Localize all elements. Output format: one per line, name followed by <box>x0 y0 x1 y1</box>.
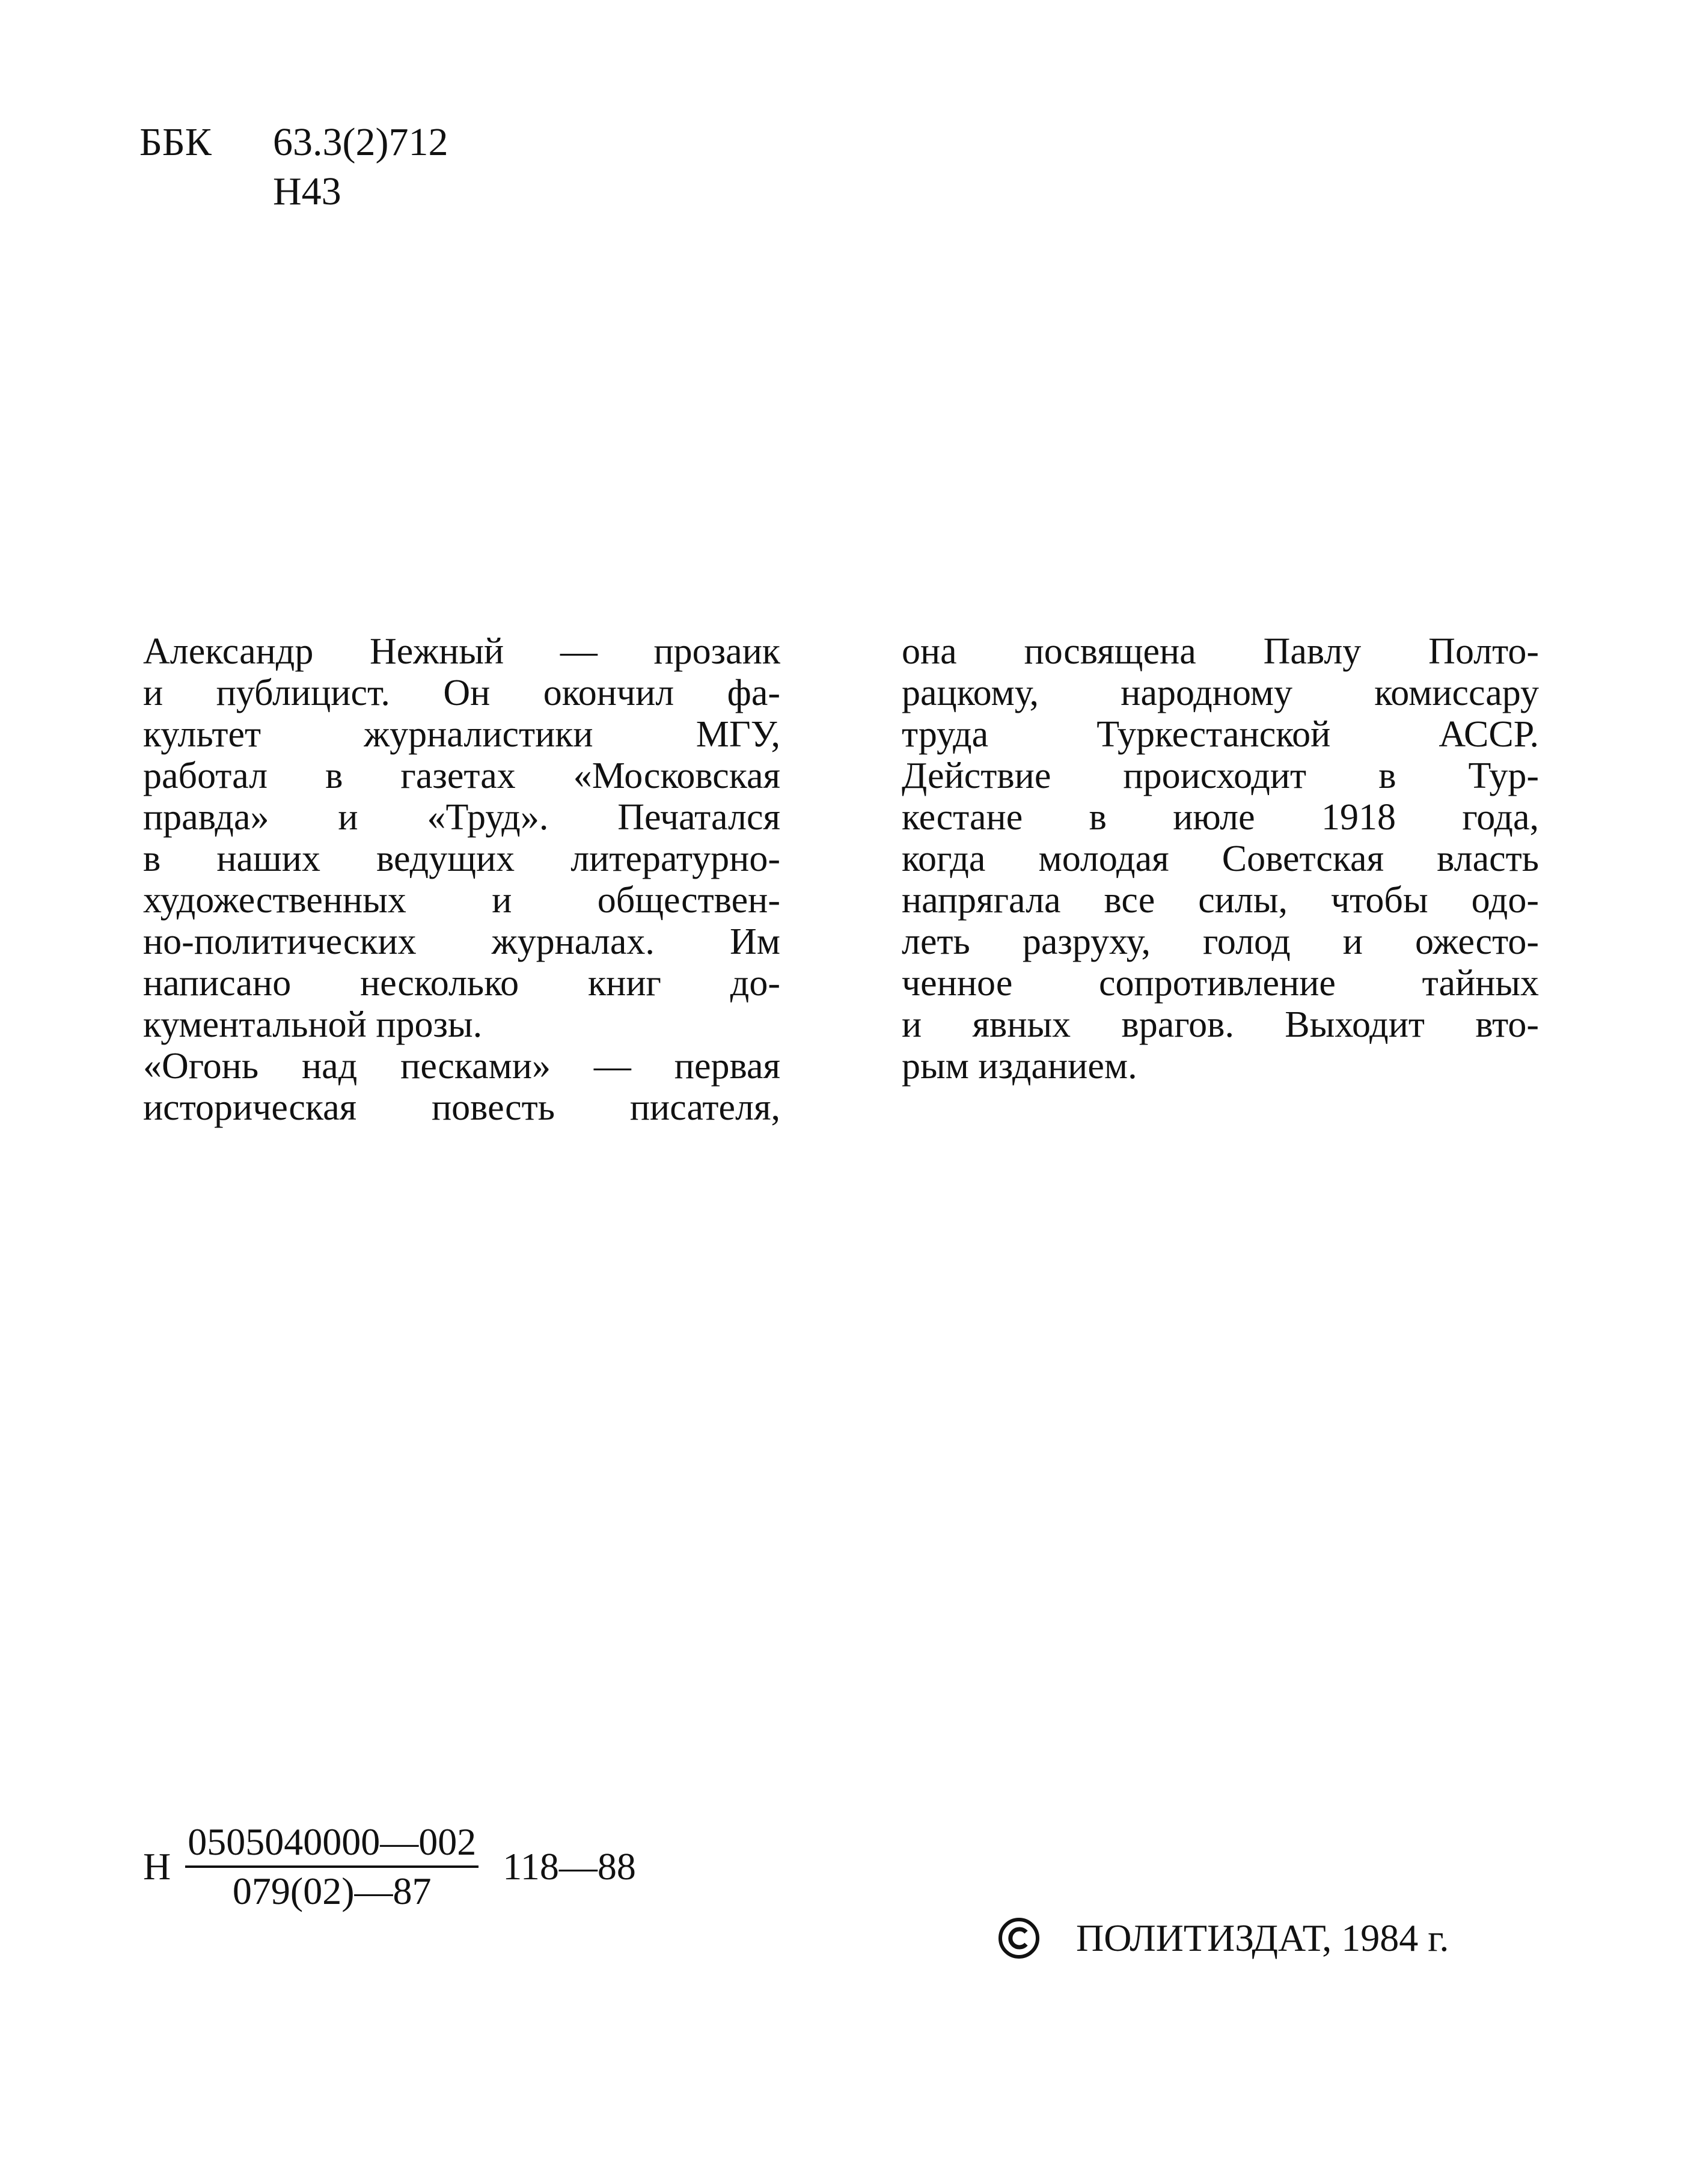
annotation-line: художественных и обществен- <box>143 880 780 921</box>
annotation-line: леть разруху, голод и ожесто- <box>902 921 1539 962</box>
catalog-code <box>143 1821 636 1912</box>
annotation-line: кументальной прозы. <box>143 1004 483 1045</box>
catalog-suffix: 118—88 <box>503 1845 636 1888</box>
annotation-line: написано несколько книг до- <box>143 963 780 1004</box>
annotation-line: Александр Нежный — прозаик <box>143 631 780 672</box>
catalog-fraction <box>185 1821 479 1912</box>
annotation-line: но-политических журналах. Им <box>143 921 780 962</box>
annotation-line: правда» и «Труд». Печатался <box>143 797 780 838</box>
annotation-line: историческая повесть писателя, <box>143 1087 780 1128</box>
bbk-row <box>139 118 448 167</box>
copyright-icon <box>998 1917 1040 1959</box>
bbk-label: ББК <box>139 120 212 164</box>
annotation-line: работал в газетах «Московская <box>143 755 780 796</box>
catalog-denominator: 079(02)—87 <box>232 1870 432 1912</box>
catalog-numerator: 0505040000—002 <box>185 1821 479 1868</box>
annotation-line: рым изданием. <box>902 1046 1137 1087</box>
annotation-line: ченное сопротивление тайных <box>902 963 1539 1004</box>
imprint <box>998 1916 1449 1960</box>
annotation-left-column <box>143 631 780 1129</box>
author-mark-row <box>139 167 448 216</box>
annotation-right-column <box>902 631 1539 1087</box>
annotation-line: труда Туркестанской АССР. <box>902 714 1539 755</box>
publisher-year: ПОЛИТИЗДАТ, 1984 г. <box>1076 1917 1449 1959</box>
annotation-line: она посвящена Павлу Полто- <box>902 631 1539 672</box>
annotation-line: и публицист. Он окончил фа- <box>143 673 780 713</box>
annotation-line: культет журналистики МГУ, <box>143 714 780 755</box>
annotation-line: кестане в июле 1918 года, <box>902 797 1539 838</box>
author-mark: Н43 <box>273 169 341 213</box>
annotation-line: напрягала все силы, чтобы одо- <box>902 880 1539 921</box>
annotation-line: Действие происходит в Тур- <box>902 755 1539 796</box>
annotation-line: и явных врагов. Выходит вто- <box>902 1004 1539 1045</box>
annotation-line: когда молодая Советская власть <box>902 838 1539 879</box>
catalog-letter: Н <box>143 1845 171 1888</box>
bbk-block <box>139 118 448 216</box>
annotation-line: «Огонь над песками» — первая <box>143 1046 780 1087</box>
bbk-code: 63.3(2)712 <box>273 120 448 164</box>
annotation-line: в наших ведущих литературно- <box>143 838 780 879</box>
annotation-line: рацкому, народному комиссару <box>902 673 1539 713</box>
